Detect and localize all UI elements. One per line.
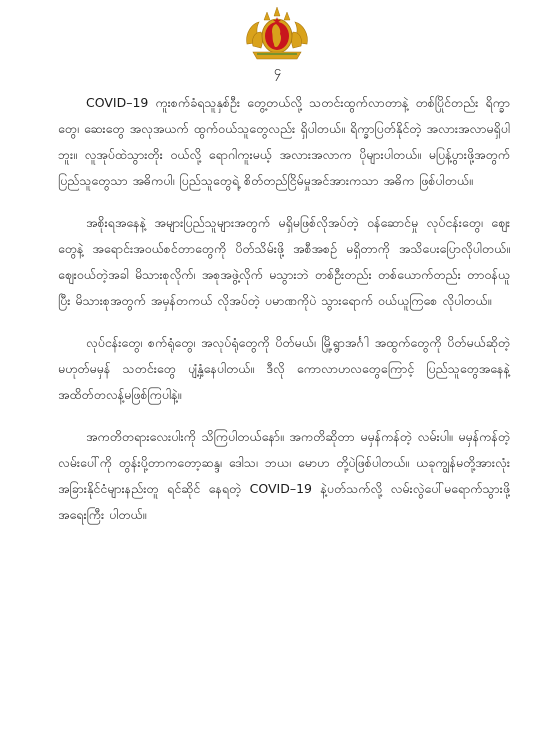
state-seal-emblem-icon xyxy=(243,6,311,62)
document-body xyxy=(58,90,510,544)
paragraph-3: လုပ်ငန်းတွေ၊ စက်ရုံတွေ၊ အလုပ်ရုံတွေကို ပိတ်မယ်၊ မြို့ရွာအင်္ဂါ အထွက်တွေကို ပိတ်မယ်ဆိုတဲ့ မဟုတ်မမှန် သတင်းတွေ ပျံ့နှံ့နေပါတယ်။ ဒီလို ကောလာဟလတွေကြောင့် ပြည်သူတွေအနေနဲ့ အထိတ်တလန့်မဖြစ်ကြပါနဲ့။ xyxy=(58,335,510,402)
paragraph-1: COVID–19 ကူးစက်ခံရသူနှစ်ဦး တွေ့တယ်လို့ သတင်းထွက်လာတာနဲ့ တစ်ပြိုင်တည်း ရိက္ခာတွေ၊ ဆေးတွေ အလုအယက် ထွက်ဝယ်သူတွေလည်း ရှိပါတယ်။ ရိက္ခာပြတ်နိုင်တဲ့ အလားအလာမရှိပါဘူး။ လူအုပ်ထဲသွားတိုး ဝယ်လို့ ရောဂါကူးမယ့် အလားအလာက ပိုများပါတယ်။ မပြန့်ပွားဖို့အတွက် ပြည်သူတွေသာ အဓိကပါ၊ ပြည်သူတွေရဲ့ စိတ်တည်ငြိမ်မှုအင်အားကသာ အဓိက ဖြစ်ပါတယ်။ xyxy=(58,95,510,188)
paragraph-2: အစိုးရအနေနဲ့ အများပြည်သူများအတွက် မရှိမဖြစ်လိုအပ်တဲ့ ဝန်ဆောင်မှု လုပ်ငန်းတွေ၊ ဈေးတွေနဲ့ အရောင်းအဝယ်စင်တာတွေကို ပိတ်သိမ်းဖို့ အစီအစဉ် မရှိတာကို အသိပေးပြောလိုပါတယ်။ ဈေးဝယ်တဲ့အခါ မိသားစုလိုက်၊ အစုအဖွဲ့လိုက် မသွားဘဲ တစ်ဦးတည်း တစ်ယောက်တည်း တာဝန်ယူပြီး မိသားစုအတွက် အမှန်တကယ် လိုအပ်တဲ့ ပမာဏကိုပဲ သွားရောက် ဝယ်ယူကြစေ လိုပါတယ်။ xyxy=(58,215,510,308)
page-number: ၄ xyxy=(273,64,282,79)
paragraph-4: အကတိတရားလေးပါးကို သိကြပါတယ်နော်။ အကတိဆိုတာ မမှန်ကန်တဲ့ လမ်းပါ။ မမှန်ကန်တဲ့လမ်းပေါ်ကို တွန်းပို့တာကတော့ဆန္ဒ၊ ဒေါသ၊ ဘယ၊ မောဟ တို့ပဲဖြစ်ပါတယ်။ ယခုကျွန်မတို့အားလုံး အခြားနိုင်ငံများနည်းတူ ရင်ဆိုင် နေရတဲ့ COVID–19 နဲ့ပတ်သက်လို့ လမ်းလွဲပေါ်မရောက်သွားဖို့ အရေးကြီး ပါတယ်။ xyxy=(58,429,510,522)
